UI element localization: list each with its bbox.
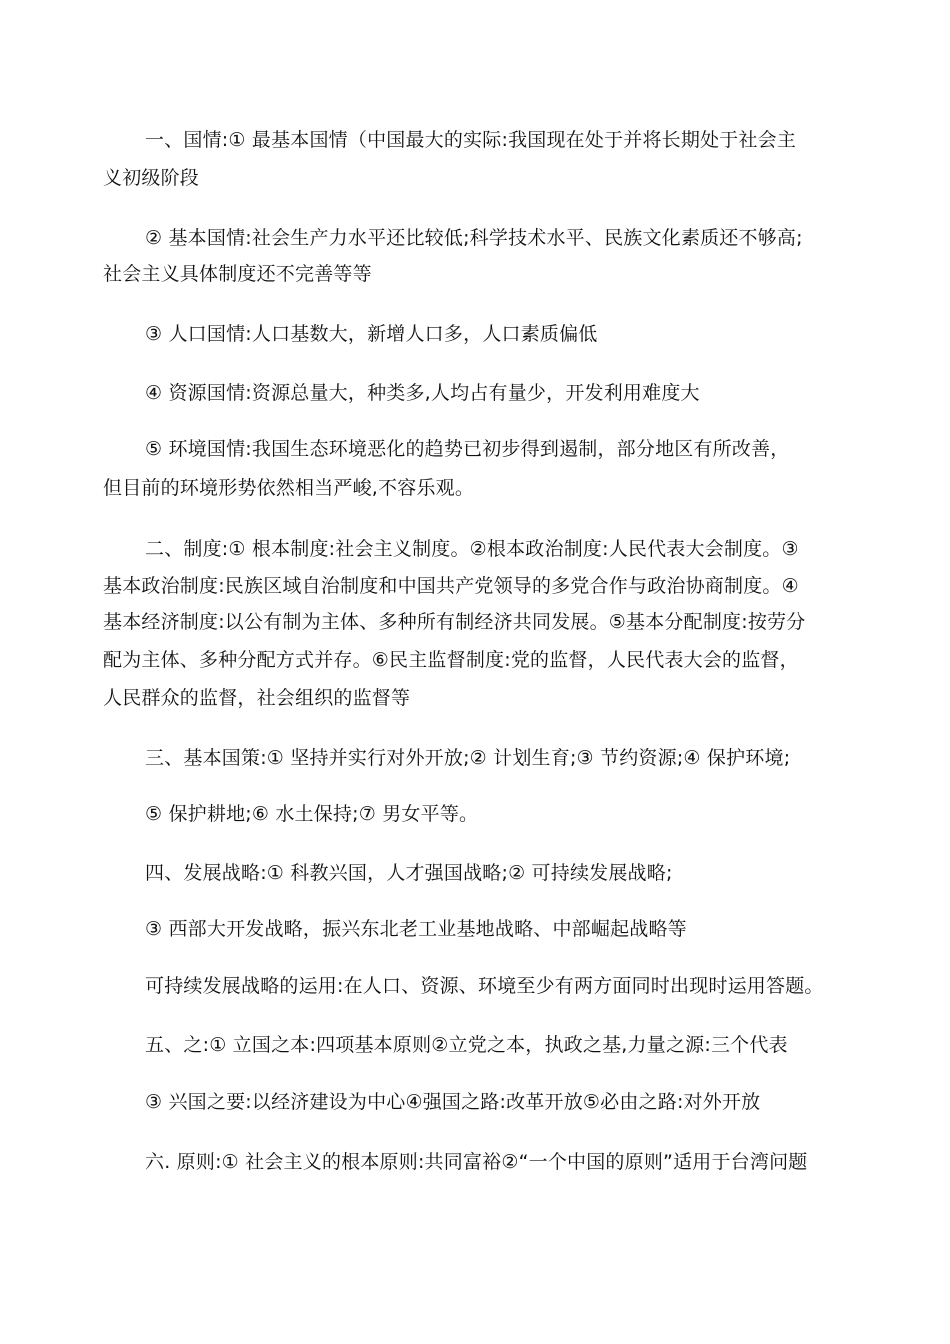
- section-1-line-1: 一、国情:① 最基本国情（中国最大的实际:我国现在处于并将长期处于社会主: [145, 129, 797, 151]
- environment-condition-line-2: 但目前的环境形势依然相当严峻,不容乐观。: [103, 477, 475, 499]
- section-2-line-3: 基本经济制度:以公有制为主体、多种所有制经济共同发展。⑤基本分配制度:按劳分: [103, 611, 806, 633]
- section-3-line-1: 三、基本国策:① 坚持并实行对外开放;② 计划生育;③ 节约资源;④ 保护环境;: [145, 747, 791, 769]
- section-5-line-1: 五、之:① 立国之本:四项基本原则②立党之本，执政之基,力量之源:三个代表: [145, 1034, 788, 1056]
- sustainable-strategy-note: 可持续发展战略的运用:在人口、资源、环境至少有两方面同时出现时运用答题。: [145, 975, 824, 997]
- population-condition-line: ③ 人口国情:人口基数大，新增人口多，人口素质偏低: [145, 323, 598, 345]
- section-2-line-2: 基本政治制度:民族区域自治制度和中国共产党领导的多党合作与政治协商制度。④: [103, 575, 799, 597]
- section-3-line-2: ⑤ 保护耕地;⑥ 水土保持;⑦ 男女平等。: [145, 803, 479, 825]
- section-1-line-2: 义初级阶段: [103, 167, 200, 189]
- environment-condition-line-1: ⑤ 环境国情:我国生态环境恶化的趋势已初步得到遏制，部分地区有所改善，: [145, 438, 790, 460]
- section-2-line-1: 二、制度:① 根本制度:社会主义制度。②根本政治制度:人民代表大会制度。③: [145, 538, 799, 560]
- basic-condition-line-1: ② 基本国情:社会生产力水平还比较低;科学技术水平、民族文化素质还不够高;: [145, 227, 803, 249]
- section-4-line-2: ③ 西部大开发战略，振兴东北老工业基地战略、中部崛起战略等: [145, 918, 687, 940]
- section-5-line-2: ③ 兴国之要:以经济建设为中心④强国之路:改革开放⑤必由之路:对外开放: [145, 1091, 761, 1113]
- section-6-line-1: 六. 原则:① 社会主义的根本原则:共同富裕②“一个中国的原则”适用于台湾问题: [145, 1151, 808, 1173]
- section-4-line-1: 四、发展战略:① 科教兴国，人才强国战略;② 可持续发展战略;: [145, 862, 673, 884]
- section-2-line-5: 人民群众的监督，社会组织的监督等: [103, 687, 411, 709]
- section-2-line-4: 配为主体、多种分配方式并存。⑥民主监督制度:党的监督，人民代表大会的监督，: [103, 649, 799, 671]
- basic-condition-line-2: 社会主义具体制度还不完善等等: [103, 263, 372, 285]
- resource-condition-line: ④ 资源国情:资源总量大，种类多,人均占有量少，开发利用难度大: [145, 382, 700, 404]
